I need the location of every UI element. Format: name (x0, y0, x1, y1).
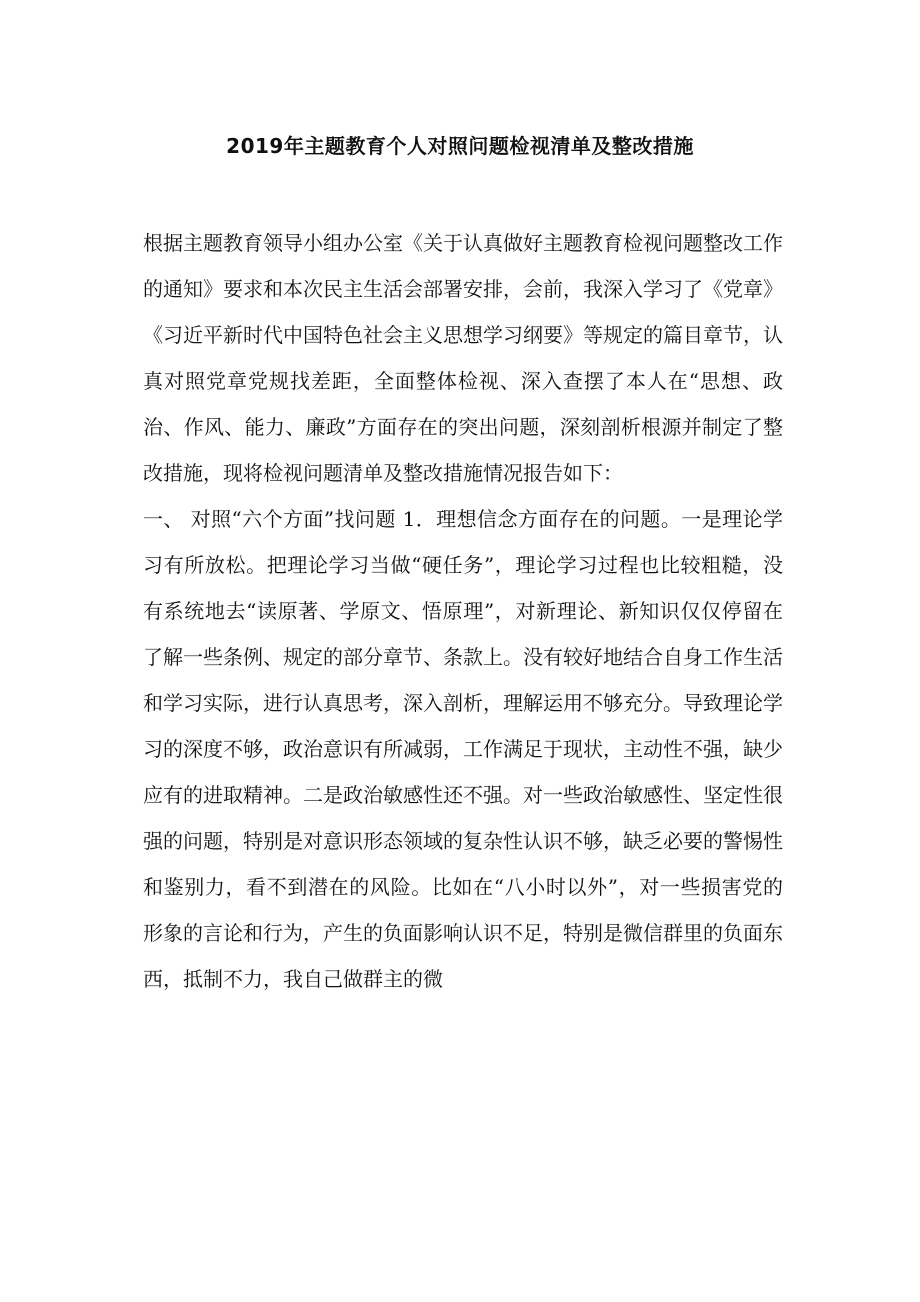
intro-paragraph: 根据主题教育领导小组办公室《关于认真做好主题教育检视问题整改工作的通知》要求和本次民主生活会部署安排，会前，我深入学习了《党章》《习近平新时代中国特色社会主义思想学习纲要》等规定的篇目章节，认真对照党章党规找差距，全面整体检视、深入查摆了本人在“思想、政治、作风、能力、廉政”方面存在的突出问题，深刻剖析根源并制定了整改措施，现将检视问题清单及整改措施情况报告如下： (143, 231, 783, 485)
document-body (143, 220, 783, 1002)
section-one-paragraph: 一、 对照“六个方面”找问题 1．理想信念方面存在的问题。一是理论学习有所放松。把理论学习当做“硬任务”，理论学习过程也比较粗糙，没有系统地去“读原著、学原文、悟原理”，对新理论、新知识仅仅停留在了解一些条例、规定的部分章节、条款上。没有较好地结合自身工作生活和学习实际，进行认真思考，深入剖析，理解运用不够充分。导致理论学习的深度不够，政治意识有所减弱，工作满足于现状，主动性不强，缺少应有的进取精神。二是政治敏感性还不强。对一些政治敏感性、坚定性很强的问题，特别是对意识形态领域的复杂性认识不够，缺乏必要的警惕性和鉴别力，看不到潜在的风险。比如在“八小时以外”，对一些损害党的形象的言论和行为，产生的负面影响认识不足，特别是微信群里的负面东西，抵制不力，我自己做群主的微 (143, 507, 783, 991)
document-title: 2019年主题教育个人对照问题检视清单及整改措施 (226, 134, 694, 158)
